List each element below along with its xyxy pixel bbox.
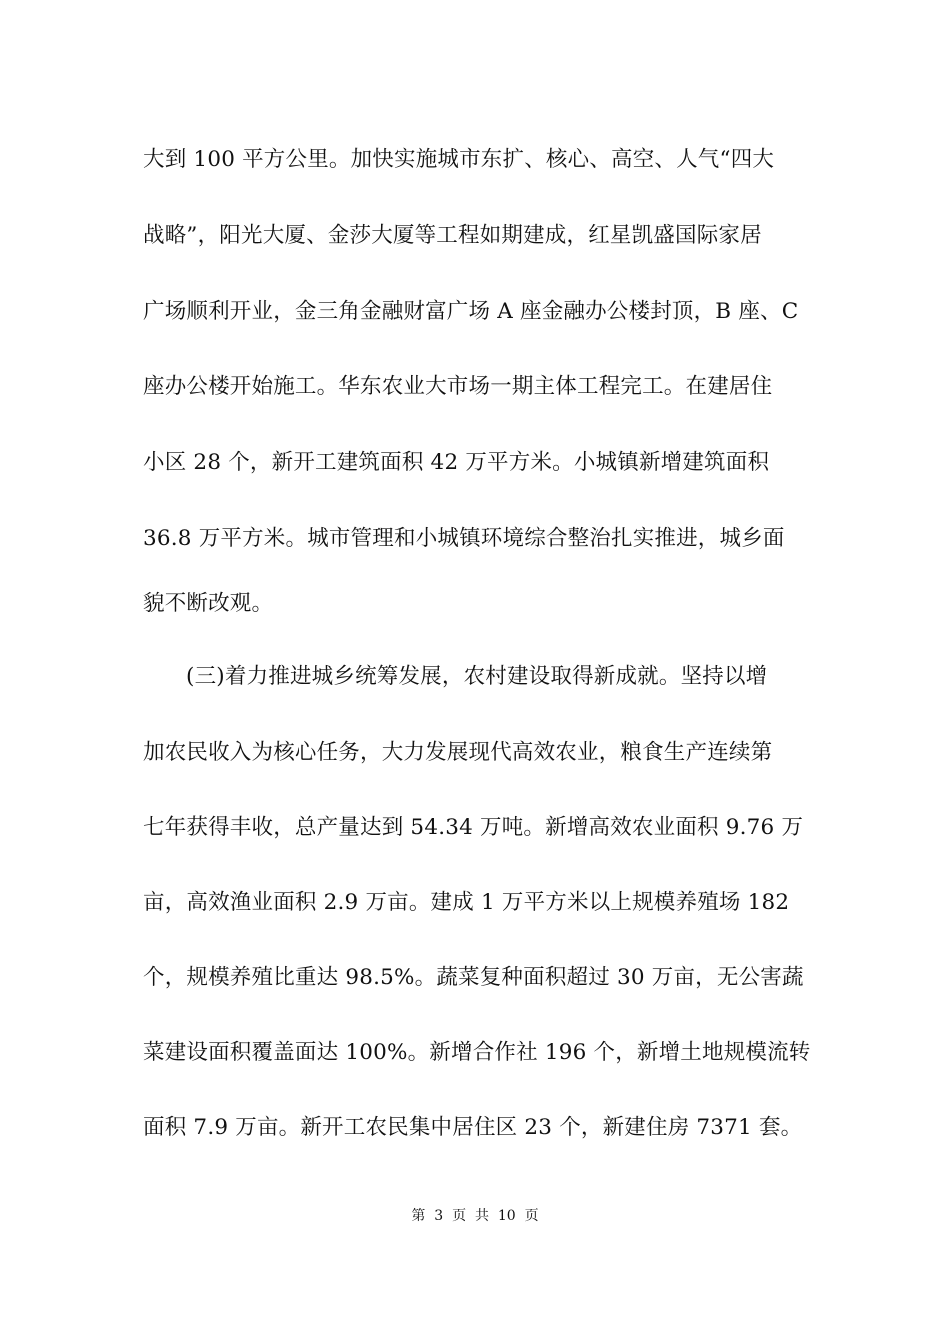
paragraph-heading-line: (三)着力推进城乡统筹发展，农村建设取得新成就。坚持以增 bbox=[186, 664, 768, 689]
text-line: 36.8 万平方米。城市管理和小城镇环境综合整治扎实推进，城乡面 bbox=[143, 526, 785, 551]
text-line: 个，规模养殖比重达 98.5%。蔬菜复种面积超过 30 万亩，无公害蔬 bbox=[143, 965, 804, 990]
text-line: 貌不断改观。 bbox=[143, 591, 274, 616]
text-line: 七年获得丰收，总产量达到 54.34 万吨。新增高效农业面积 9.76 万 bbox=[143, 815, 804, 840]
text-line: 亩，高效渔业面积 2.9 万亩。建成 1 万平方米以上规模养殖场 182 bbox=[143, 890, 790, 915]
text-line: 战略”，阳光大厦、金莎大厦等工程如期建成，红星凯盛国际家居 bbox=[143, 223, 762, 248]
text-line: 小区 28 个，新开工建筑面积 42 万平方米。小城镇新增建筑面积 bbox=[143, 450, 770, 475]
text-line: 菜建设面积覆盖面达 100%。新增合作社 196 个，新增土地规模流转 bbox=[143, 1040, 811, 1065]
text-line: 大到 100 平方公里。加快实施城市东扩、核心、高空、人气“四大 bbox=[143, 147, 775, 172]
text-line: 加农民收入为核心任务，大力发展现代高效农业，粮食生产连续第 bbox=[143, 740, 773, 765]
text-line: 广场顺利开业，金三角金融财富广场 A 座金融办公楼封顶，B 座、C bbox=[143, 299, 799, 324]
page-number-footer: 第 3 页 共 10 页 bbox=[411, 1208, 539, 1224]
text-line: 面积 7.9 万亩。新开工农民集中居住区 23 个，新建住房 7371 套。 bbox=[143, 1115, 803, 1140]
text-line: 座办公楼开始施工。华东农业大市场一期主体工程完工。在建居住 bbox=[143, 374, 773, 399]
